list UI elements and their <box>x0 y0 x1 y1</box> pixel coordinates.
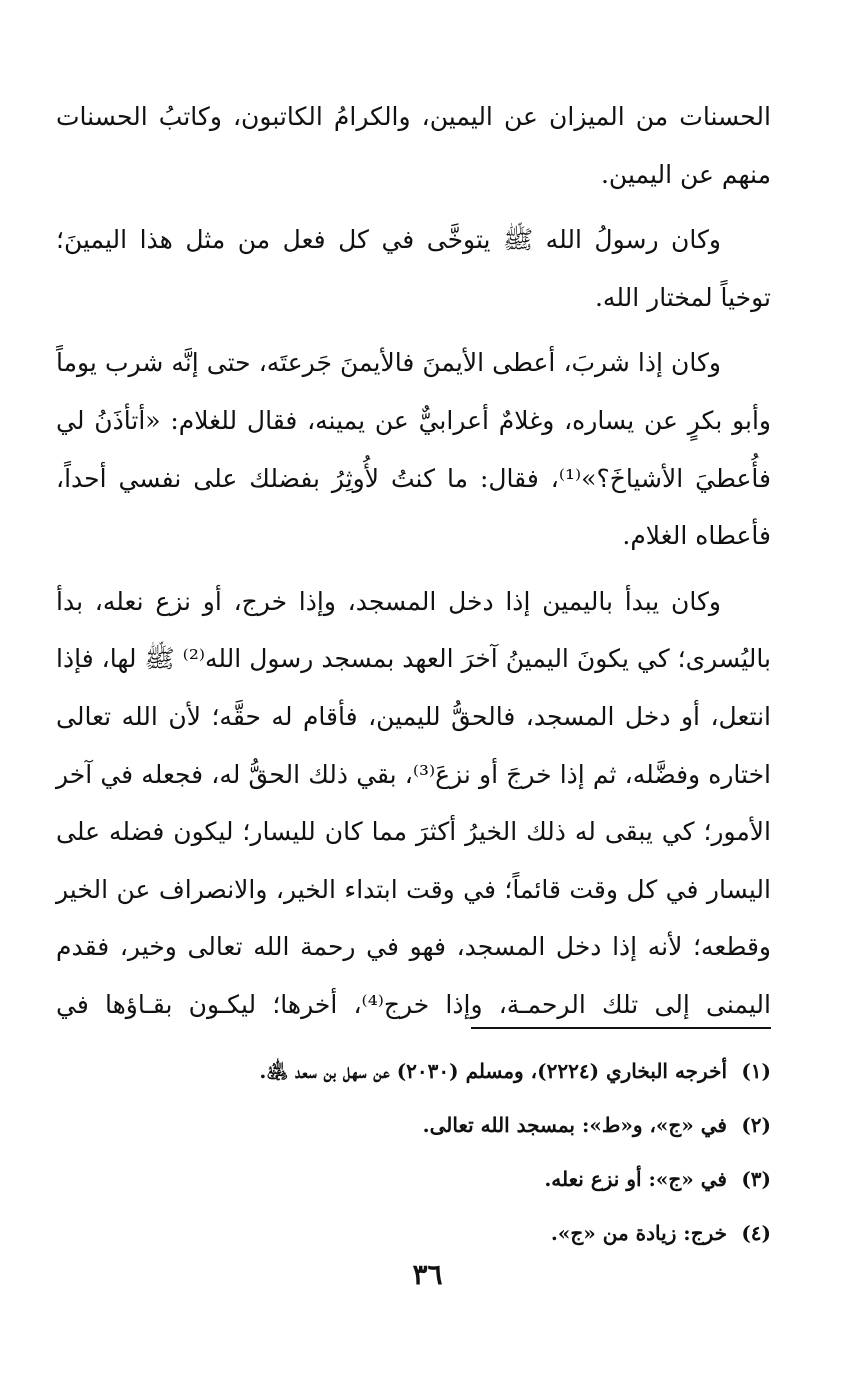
footnote-text: في «ج»، و«ط»: بمسجد الله تعالى. <box>422 1113 727 1137</box>
paragraph-3: وكان إذا شربَ، أعطى الأيمنَ فالأيمنَ جَرعتَه، حتى إنَّه شرب يوماً وأبو بكرٍ عن يساره، وغلامٌ أعرابيٌّ عن يمينه، فقال للغلام: «أتأذَنُ لي فأُعطيَ الأشياخَ؟»⁽¹⁾، فقال: ما كنتُ لأُوثِرُ بفضلك على نفسي أحداً، فأعطاه الغلام. <box>56 348 771 551</box>
paragraph-4: وكان يبدأ باليمين إذا دخل المسجد، وإذا خرج، أو نزع نعله، بدأ باليُسرى؛ كي يكونَ اليمينُ آخرَ العهد بمسجد رسول الله⁽²⁾ ﷺ لها، فإذا انتعل، أو دخل المسجد، فالحقُّ لليمين، فأقام له حقَّه؛ لأن الله تعالى اختاره وفضَّله، ثم إذا خرجَ أو نزعَ⁽³⁾، بقي ذلك الحقُّ له، فجعله في آخر الأمور؛ كي يبقى له ذلك الخيرُ أكثرَ مما كان لليسار؛ ليكون فضله على اليسار في كل وقت قائماً؛ في وقت ابتداء الخير، والانصراف عن الخير وقطعه؛ لأنه إذا دخل المسجد، فهو في رحمة الله تعالى وخير، فقدم اليمنى إلى تلك الرحمـة، وإذا خرج⁽⁴⁾، أخرها؛ ليكـون بقـاؤها في <box>56 586 771 1019</box>
footnote-text: في «ج»: أو نزع نعله. <box>544 1167 727 1191</box>
footnote-number: (١) <box>741 1059 771 1083</box>
paragraph-1: الحسنات من الميزان عن اليمين، والكرامُ الكاتبون، وكاتبُ الحسنات منهم عن اليمين. <box>56 102 771 189</box>
footnote-3 <box>56 1152 771 1206</box>
paragraph-2: وكان رسولُ الله ﷺ يتوخَّى في كل فعل من مثل هذا اليمينَ؛ توخياً لمختار الله. <box>56 225 771 312</box>
footnote-text: خرج: زيادة من «ج». <box>550 1221 727 1245</box>
footnote-4 <box>56 1206 771 1260</box>
main-text <box>56 88 771 1042</box>
footnote-1 <box>56 1044 771 1098</box>
footnotes <box>56 1044 771 1260</box>
footnote-text: أخرجه البخاري (٢٢٢٤)، ومسلم (٢٠٣٠) عن سهل بن سعد ﵁. <box>259 1059 727 1083</box>
footnote-separator <box>471 1027 771 1029</box>
footnote-2 <box>56 1098 771 1152</box>
footnote-number: (٤) <box>741 1221 771 1245</box>
page-number: ٣٦ <box>412 1258 443 1291</box>
footnote-number: (٢) <box>741 1113 771 1137</box>
footnote-number: (٣) <box>741 1167 771 1191</box>
